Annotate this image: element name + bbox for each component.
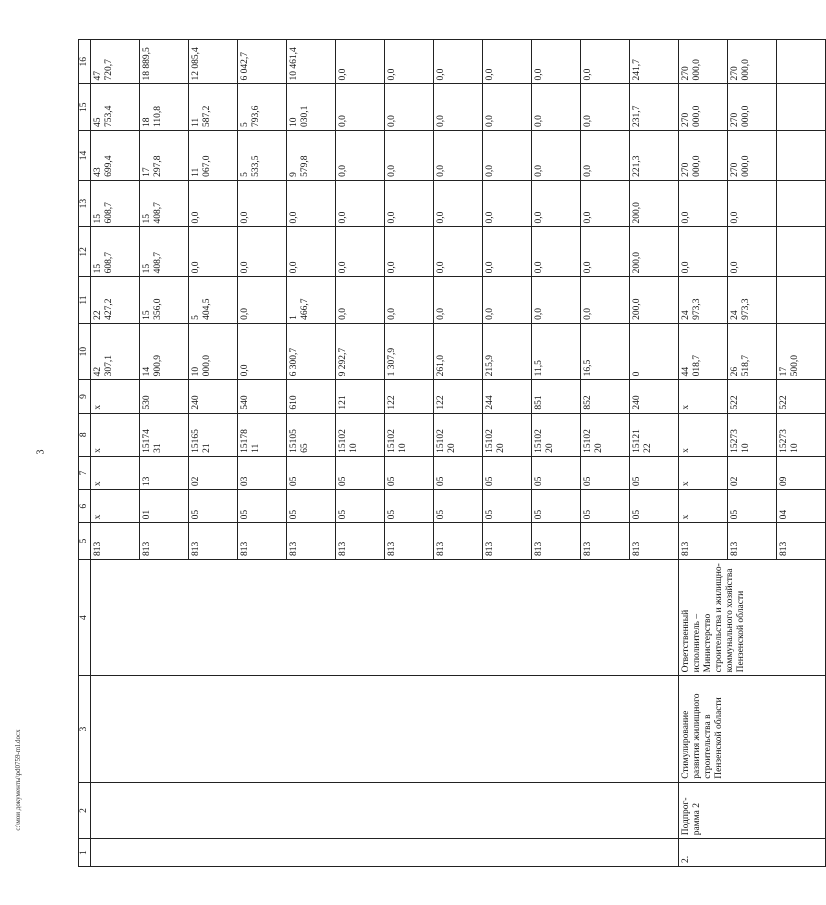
data-cell: x	[91, 380, 140, 413]
data-cell: 02	[728, 456, 777, 489]
data-cell: 0,0	[336, 180, 385, 227]
data-cell: 26 518,7	[728, 323, 777, 380]
header-cell: 7	[79, 456, 91, 489]
data-cell: x	[91, 413, 140, 456]
data-cell: 0,0	[483, 277, 532, 324]
data-cell: 47 720,7	[91, 40, 140, 84]
header-cell: 3	[79, 676, 91, 782]
data-cell: 0,0	[238, 323, 287, 380]
data-cell: 15102 20	[483, 413, 532, 456]
data-cell: 813	[336, 523, 385, 560]
data-cell: x	[91, 490, 140, 523]
data-cell: 0,0	[336, 277, 385, 324]
data-cell: 0,0	[581, 84, 630, 131]
data-cell: 11 067,0	[189, 131, 238, 181]
data-cell: 813	[91, 523, 140, 560]
data-cell: 813	[189, 523, 238, 560]
data-cell: 0,0	[483, 40, 532, 84]
data-cell: 05	[336, 456, 385, 489]
data-cell: 22 427,2	[91, 277, 140, 324]
data-cell: 270 000,0	[728, 40, 777, 84]
header-cell: 14	[79, 131, 91, 181]
data-cell: 122	[385, 380, 434, 413]
data-cell: 0,0	[679, 180, 728, 227]
data-cell: 0,0	[532, 277, 581, 324]
data-cell: 13	[140, 456, 189, 489]
data-cell: 05	[287, 490, 336, 523]
data-cell: 03	[238, 456, 287, 489]
data-cell: 05	[287, 456, 336, 489]
data-cell: 05	[728, 490, 777, 523]
data-cell: 0,0	[532, 180, 581, 227]
data-cell: 0,0	[385, 131, 434, 181]
data-cell: 200,0	[630, 277, 679, 324]
data-cell: 240	[189, 380, 238, 413]
data-cell: 15102 20	[532, 413, 581, 456]
data-cell: 221,3	[630, 131, 679, 181]
data-cell: 5 404,5	[189, 277, 238, 324]
data-cell: 15273 10	[728, 413, 777, 456]
data-cell: 0,0	[385, 40, 434, 84]
table-row	[679, 40, 728, 867]
data-cell: 6 300,7	[287, 323, 336, 380]
data-cell: 15102 20	[581, 413, 630, 456]
data-cell: 15273 10	[777, 413, 826, 456]
header-cell: 15	[79, 84, 91, 131]
data-cell: 813	[238, 523, 287, 560]
data-cell: x	[679, 456, 728, 489]
data-cell: 0,0	[483, 180, 532, 227]
data-cell: 05	[385, 456, 434, 489]
program-name-cell	[91, 676, 679, 782]
data-cell: 15174 31	[140, 413, 189, 456]
data-cell: 530	[140, 380, 189, 413]
data-cell: 813	[434, 523, 483, 560]
data-cell: 5 533,5	[238, 131, 287, 181]
data-cell: 1 466,7	[287, 277, 336, 324]
data-cell: 15102 10	[336, 413, 385, 456]
data-cell: 852	[581, 380, 630, 413]
data-cell: 42 307,1	[91, 323, 140, 380]
data-cell: 9 579,8	[287, 131, 336, 181]
data-cell: 05	[483, 490, 532, 523]
data-cell: 02	[189, 456, 238, 489]
data-cell: 813	[581, 523, 630, 560]
data-cell: 18 889,5	[140, 40, 189, 84]
data-cell: 0,0	[434, 277, 483, 324]
data-cell: x	[679, 380, 728, 413]
data-cell: 0,0	[434, 131, 483, 181]
header-cell: 12	[79, 227, 91, 277]
data-cell: 11,5	[532, 323, 581, 380]
data-cell: 05	[238, 490, 287, 523]
data-cell: 0,0	[434, 227, 483, 277]
data-cell: 09	[777, 456, 826, 489]
executor-cell	[91, 559, 679, 675]
data-cell: 0,0	[434, 40, 483, 84]
data-cell: 1 307,9	[385, 323, 434, 380]
data-cell: 270 000,0	[679, 84, 728, 131]
row-number-cell	[91, 839, 679, 867]
data-cell: 0,0	[434, 84, 483, 131]
data-cell: 05	[434, 490, 483, 523]
data-cell: 610	[287, 380, 336, 413]
data-cell	[777, 227, 826, 277]
data-cell: 15 356,0	[140, 277, 189, 324]
data-cell: 0,0	[483, 131, 532, 181]
data-cell: 0,0	[483, 227, 532, 277]
data-cell: 0,0	[336, 40, 385, 84]
data-cell	[777, 84, 826, 131]
program-type-cell: Подпрог- рамма 2	[679, 782, 826, 839]
header-cell: 13	[79, 180, 91, 227]
budget-table	[78, 39, 826, 867]
data-cell: 43 699,4	[91, 131, 140, 181]
data-cell: 6 042,7	[238, 40, 287, 84]
data-cell: 0,0	[336, 227, 385, 277]
data-cell: 15 408,7	[140, 180, 189, 227]
data-cell: 15 608,7	[91, 227, 140, 277]
data-cell: 0,0	[483, 84, 532, 131]
data-cell	[777, 40, 826, 84]
data-cell: 0,0	[728, 180, 777, 227]
data-cell: 0	[630, 323, 679, 380]
data-cell: 240	[630, 380, 679, 413]
data-cell: 45 753,4	[91, 84, 140, 131]
data-cell: 813	[140, 523, 189, 560]
data-cell: 0,0	[287, 180, 336, 227]
data-cell: 241,7	[630, 40, 679, 84]
header-cell: 16	[79, 40, 91, 84]
data-cell: 05	[581, 490, 630, 523]
header-cell: 2	[79, 782, 91, 839]
data-cell: 04	[777, 490, 826, 523]
data-cell: 16,5	[581, 323, 630, 380]
data-cell: 05	[630, 490, 679, 523]
data-cell: x	[679, 413, 728, 456]
data-cell: 05	[434, 456, 483, 489]
data-cell: 0,0	[532, 131, 581, 181]
data-cell: 15 608,7	[91, 180, 140, 227]
data-cell: 0,0	[581, 277, 630, 324]
data-cell: 0,0	[385, 84, 434, 131]
data-cell: x	[679, 490, 728, 523]
data-cell: 0,0	[532, 227, 581, 277]
data-cell: 0,0	[581, 40, 630, 84]
data-cell: 270 000,0	[728, 131, 777, 181]
program-name-cell: Стимулирование развития жилищного строительства в Пензенской области	[679, 676, 826, 782]
header-cell: 9	[79, 380, 91, 413]
header-cell: 5	[79, 523, 91, 560]
data-cell: 0,0	[434, 180, 483, 227]
data-cell: 813	[532, 523, 581, 560]
data-cell: 5 793,6	[238, 84, 287, 131]
data-cell: 0,0	[287, 227, 336, 277]
data-cell: 0,0	[336, 84, 385, 131]
executor-cell: Ответственный исполнитель – Министерство строительства и жилищно-коммунального хозяйства Пензенской области	[679, 559, 826, 675]
data-cell: 270 000,0	[728, 84, 777, 131]
data-cell: 14 900,9	[140, 323, 189, 380]
data-cell: x	[91, 456, 140, 489]
data-cell: 200,0	[630, 180, 679, 227]
header-cell: 6	[79, 490, 91, 523]
data-cell: 215,9	[483, 323, 532, 380]
row-number-cell: 2.	[679, 839, 826, 867]
data-cell: 0,0	[679, 227, 728, 277]
table-row	[91, 40, 140, 867]
data-cell: 10 000,0	[189, 323, 238, 380]
data-cell: 813	[483, 523, 532, 560]
data-cell: 540	[238, 380, 287, 413]
data-cell: 813	[679, 523, 728, 560]
data-cell: 0,0	[532, 40, 581, 84]
data-cell	[777, 131, 826, 181]
data-cell: 0,0	[728, 227, 777, 277]
data-cell: 05	[532, 490, 581, 523]
data-cell: 261,0	[434, 323, 483, 380]
data-cell: 18 110,8	[140, 84, 189, 131]
data-cell: 244	[483, 380, 532, 413]
data-cell: 12 085,4	[189, 40, 238, 84]
data-cell: 15102 20	[434, 413, 483, 456]
data-cell: 200,0	[630, 227, 679, 277]
page-number: 3	[35, 449, 47, 455]
data-cell: 813	[728, 523, 777, 560]
file-path-footer: c:\мои документы\pd0759-ml.docx	[14, 729, 22, 831]
data-cell: 270 000,0	[679, 131, 728, 181]
data-cell: 17 297,8	[140, 131, 189, 181]
data-cell: 0,0	[336, 131, 385, 181]
data-cell: 122	[434, 380, 483, 413]
data-cell: 0,0	[189, 180, 238, 227]
data-cell: 0,0	[581, 131, 630, 181]
data-cell: 813	[287, 523, 336, 560]
data-cell: 0,0	[581, 180, 630, 227]
data-cell: 522	[728, 380, 777, 413]
data-cell: 0,0	[385, 277, 434, 324]
header-cell: 8	[79, 413, 91, 456]
rotated-table-area	[78, 39, 800, 867]
data-cell: 05	[630, 456, 679, 489]
data-cell: 05	[336, 490, 385, 523]
data-cell: 231,7	[630, 84, 679, 131]
data-cell: 121	[336, 380, 385, 413]
data-cell: 851	[532, 380, 581, 413]
program-type-cell	[91, 782, 679, 839]
data-cell: 0,0	[385, 180, 434, 227]
data-cell: 9 292,7	[336, 323, 385, 380]
data-cell: 10 030,1	[287, 84, 336, 131]
data-cell: 05	[189, 490, 238, 523]
data-cell: 05	[532, 456, 581, 489]
data-cell: 24 973,3	[728, 277, 777, 324]
data-cell: 15165 21	[189, 413, 238, 456]
data-cell: 05	[581, 456, 630, 489]
data-cell: 813	[630, 523, 679, 560]
data-cell: 15178 11	[238, 413, 287, 456]
data-cell: 0,0	[385, 227, 434, 277]
data-cell: 0,0	[238, 180, 287, 227]
data-cell: 0,0	[238, 277, 287, 324]
data-cell	[777, 277, 826, 324]
data-cell: 05	[385, 490, 434, 523]
header-cell: 10	[79, 323, 91, 380]
data-cell: 0,0	[238, 227, 287, 277]
data-cell: 15105 65	[287, 413, 336, 456]
data-cell: 0,0	[581, 227, 630, 277]
data-cell: 11 587,2	[189, 84, 238, 131]
table-header-row	[79, 40, 91, 867]
data-cell: 0,0	[189, 227, 238, 277]
data-cell: 813	[385, 523, 434, 560]
data-cell: 522	[777, 380, 826, 413]
data-cell: 01	[140, 490, 189, 523]
data-cell: 15 408,7	[140, 227, 189, 277]
header-cell: 1	[79, 839, 91, 867]
data-cell: 17 500,0	[777, 323, 826, 380]
data-cell: 0,0	[532, 84, 581, 131]
data-cell: 44 018,7	[679, 323, 728, 380]
data-cell	[777, 180, 826, 227]
header-cell: 11	[79, 277, 91, 324]
data-cell: 05	[483, 456, 532, 489]
data-cell: 24 973,3	[679, 277, 728, 324]
data-cell: 270 000,0	[679, 40, 728, 84]
data-cell: 15102 10	[385, 413, 434, 456]
header-cell: 4	[79, 559, 91, 675]
data-cell: 15121 22	[630, 413, 679, 456]
data-cell: 813	[777, 523, 826, 560]
data-cell: 10 461,4	[287, 40, 336, 84]
